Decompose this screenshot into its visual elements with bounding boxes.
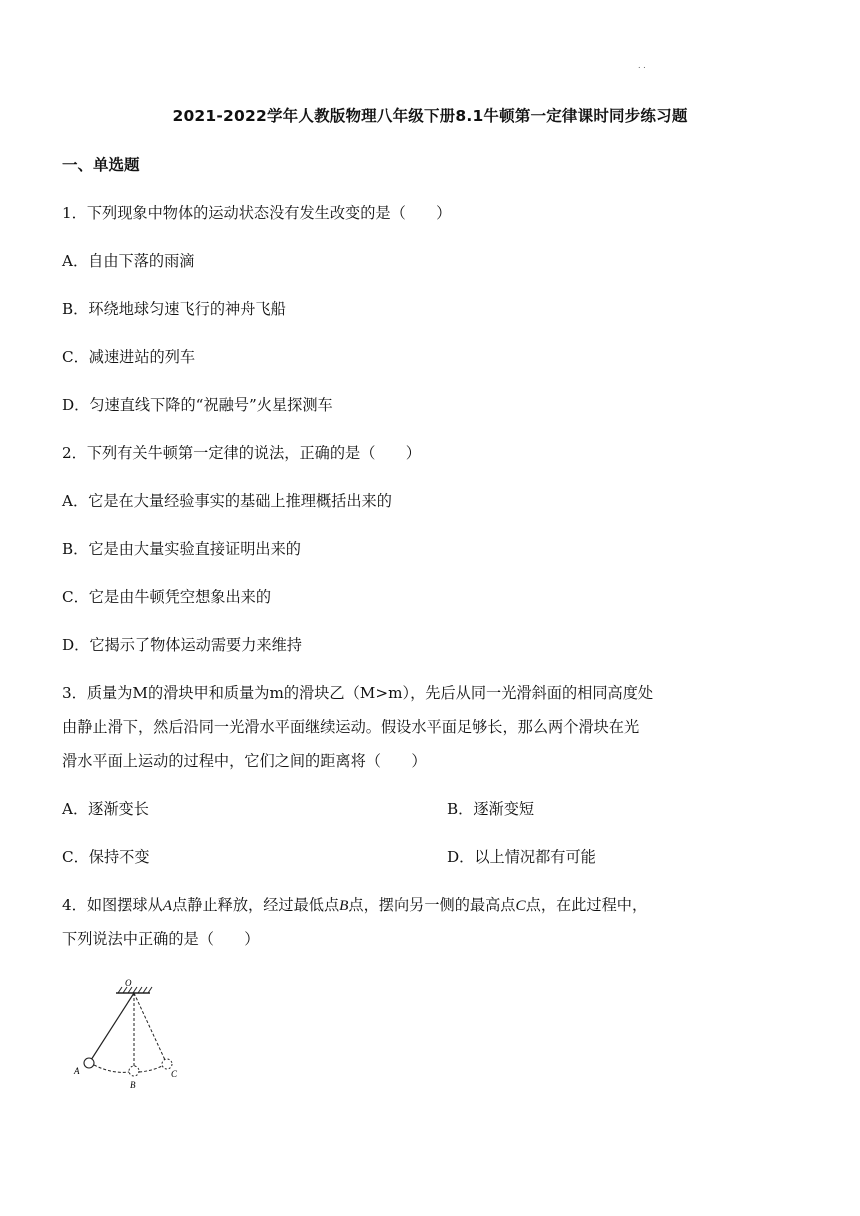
- question-3-option-d: D．以上情况都有可能: [447, 848, 596, 866]
- question-2-option-c: C．它是由牛顿凭空想象出来的: [62, 588, 272, 606]
- ceiling-hatch: [118, 987, 152, 993]
- pendulum-ball-a: [84, 1058, 94, 1068]
- question-4-text-part-2: 点静止释放，经过最低点: [172, 896, 340, 914]
- question-4-text-part-4: 点，在此过程中，: [525, 896, 648, 914]
- pendulum-string-c: [134, 993, 165, 1060]
- pendulum-string-a: [91, 993, 134, 1060]
- pendulum-figure: [72, 978, 192, 1098]
- question-3-stem-line-1: 3．质量为M的滑块甲和质量为m的滑块乙（M>m），先后从同一光滑斜面的相同高度处: [62, 684, 654, 702]
- question-2-option-b: B．它是由大量实验直接证明出来的: [62, 540, 301, 558]
- question-1-option-c: C．减速进站的列车: [62, 348, 196, 366]
- pendulum-ball-b: [129, 1066, 139, 1076]
- swing-path: [94, 1065, 162, 1072]
- figure-label-b: B: [130, 1080, 136, 1090]
- point-c-label: C: [515, 897, 526, 914]
- question-2-option-a: A．它是在大量经验事实的基础上推理概括出来的: [62, 492, 392, 510]
- figure-label-c: C: [171, 1069, 178, 1079]
- figure-label-a: A: [74, 1066, 80, 1076]
- question-1-option-a: A．自由下落的雨滴: [62, 252, 195, 270]
- question-4-stem-line-1: [62, 894, 647, 915]
- question-4-stem-line-2: 下列说法中正确的是（ ）: [62, 930, 260, 948]
- question-2-option-d: D．它揭示了物体运动需要力来维持: [62, 636, 302, 654]
- point-b-label: B: [339, 897, 349, 914]
- corner-mark: . .: [638, 61, 646, 70]
- question-4-text-part-1: 4．如图摆球从: [62, 896, 163, 914]
- question-1-option-b: B．环绕地球匀速飞行的神舟飞船: [62, 300, 286, 318]
- question-3-stem-line-2: 由静止滑下，然后沿同一光滑水平面继续运动。假设水平面足够长，那么两个滑块在光: [62, 718, 640, 736]
- question-1-option-d: D．匀速直线下降的“祝融号”火星探测车: [62, 396, 333, 414]
- question-1-stem: 1．下列现象中物体的运动状态没有发生改变的是（ ）: [62, 204, 452, 222]
- question-4-text-part-3: 点，摆向另一侧的最高点: [348, 896, 516, 914]
- question-3-option-c: C．保持不变: [62, 848, 150, 866]
- pendulum-ball-c: [162, 1059, 172, 1069]
- section-heading: 一、单选题: [62, 156, 140, 174]
- question-3-option-a: A．逐渐变长: [62, 800, 149, 818]
- page-title: 2021-2022学年人教版物理八年级下册8.1牛顿第一定律课时同步练习题: [172, 107, 688, 125]
- figure-label-o: O: [125, 978, 132, 988]
- question-2-stem: 2．下列有关牛顿第一定律的说法，正确的是（ ）: [62, 444, 421, 462]
- question-3-option-b: B．逐渐变短: [447, 800, 535, 818]
- point-a-label: A: [162, 897, 173, 914]
- question-3-stem-line-3: 滑水平面上运动的过程中，它们之间的距离将（ ）: [62, 752, 427, 770]
